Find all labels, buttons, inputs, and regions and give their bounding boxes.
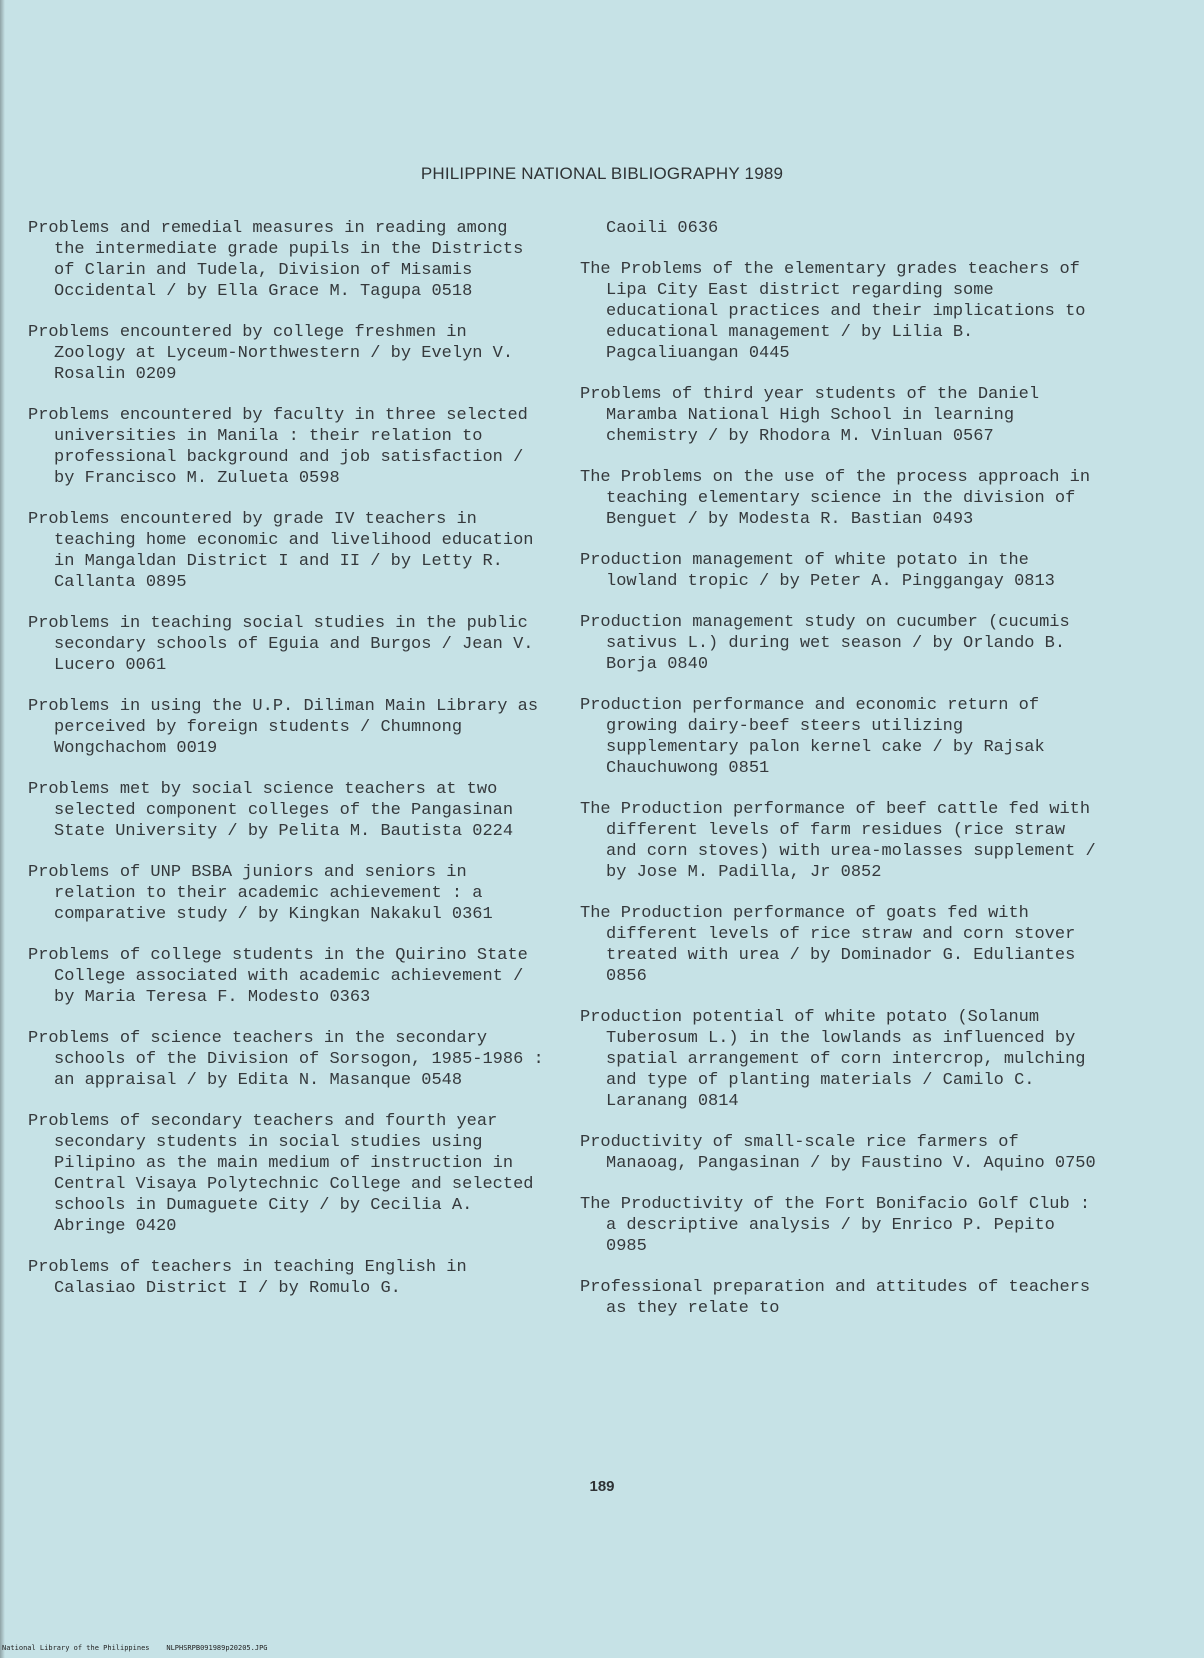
bibliography-entry: Problems and remedial measures in reading among the intermediate grade pupils in the Districts of Clarin and Tudela, Division of Misamis Occidental / by Ella Grace M. Tagupa 0518 [28, 219, 524, 301]
scan-footer: National Library of the Philippines NLPHSRPB091989p20205.JPG [2, 1644, 268, 1652]
bibliography-entry: Problems of college students in the Quirino State College associated with academic achievement / by Maria Teresa F. Modesto 0363 [28, 946, 528, 1007]
bibliography-entry: Production management study on cucumber (cucumis sativus L.) during wet season / by Orlando B. Borja 0840 [580, 613, 1070, 674]
bibliography-entry: Problems of third year students of the Daniel Maramba National High School in learning chemistry / by Rhodora M. Vinluan 0567 [580, 385, 1040, 446]
bibliography-entry: Production management of white potato in the lowland tropic / by Peter A. Pinggangay 0813 [580, 551, 1055, 591]
page-edge [0, 0, 5, 1658]
bibliography-entry: The Production performance of goats fed with different levels of rice straw and corn stover treated with urea / by Dominador G. Eduliantes 0856 [580, 904, 1076, 986]
bibliography-entry: Problems of secondary teachers and fourth year secondary students in social studies using Pilipino as the main medium of instruction in Central Visaya Polytechnic College and selected schools in Dumaguete City / by Cecilia A. Abringe 0420 [28, 1112, 534, 1236]
bibliography-entry: Production performance and economic return of growing dairy-beef steers utilizing supplementary palon kernel cake / by Rajsak Chauchuwong 0851 [580, 696, 1045, 778]
bibliography-entry: The Production performance of beef cattle fed with different levels of farm residues (rice straw and corn stoves) with urea-molasses supplement / by Jose M. Padilla, Jr 0852 [580, 800, 1096, 882]
bibliography-entry: Problems encountered by college freshmen in Zoology at Lyceum-Northwestern / by Evelyn V. Rosalin 0209 [28, 323, 514, 384]
bibliography-entry: Problems encountered by faculty in three selected universities in Manila : their relation to professional background and job satisfaction / by Francisco M. Zulueta 0598 [28, 406, 528, 488]
continued-entry: Caoili 0636 [606, 219, 719, 238]
bibliography-entry: The Productivity of the Fort Bonifacio Golf Club : a descriptive analysis / by Enrico P. Pepito 0985 [580, 1195, 1091, 1256]
bibliography-entry: Problems met by social science teachers at two selected component colleges of the Pangasinan State University / by Pelita M. Bautista 0224 [28, 780, 514, 841]
page-header: PHILIPPINE NATIONAL BIBLIOGRAPHY 1989 [420, 164, 784, 183]
bibliography-entry: Problems in teaching social studies in the public secondary schools of Eguia and Burgos / Jean V. Lucero 0061 [28, 614, 534, 675]
right-column [580, 218, 1100, 1339]
bibliography-entry: Problems of teachers in teaching English in Calasiao District I / by Romulo G. [28, 1258, 467, 1298]
bibliography-entry: Problems of science teachers in the secondary schools of the Division of Sorsogon, 1985-1986 : an appraisal / by Edita N. Masanque 0548 [28, 1029, 544, 1090]
bibliography-entry: Problems of UNP BSBA juniors and seniors in relation to their academic achievement : a comparative study / by Kingkan Nakakul 0361 [28, 863, 493, 924]
left-column [28, 218, 548, 1319]
bibliography-entry: Professional preparation and attitudes of teachers as they relate to [580, 1278, 1091, 1318]
page-number: 189 [589, 1478, 615, 1495]
bibliography-entry: Problems encountered by grade IV teachers in teaching home economic and livelihood education in Mangaldan District I and II / by Letty R. Callanta 0895 [28, 510, 534, 592]
bibliography-entry: Production potential of white potato (Solanum Tuberosum L.) in the lowlands as influenced by spatial arrangement of corn intercrop, mulching and type of planting materials / Camilo C. Laranang 0814 [580, 1008, 1086, 1111]
bibliography-entry: Productivity of small-scale rice farmers of Manaoag, Pangasinan / by Faustino V. Aquino 0750 [580, 1133, 1096, 1173]
bibliography-entry: The Problems on the use of the process approach in teaching elementary science in the division of Benguet / by Modesta R. Bastian 0493 [580, 468, 1091, 529]
bibliography-entry: Problems in using the U.P. Diliman Main Library as perceived by foreign students / Chumnong Wongchachom 0019 [28, 697, 539, 758]
bibliography-entry: The Problems of the elementary grades teachers of Lipa City East district regarding some educational practices and their implications to educational management / by Lilia B. Pagcaliuangan 0445 [580, 260, 1086, 363]
